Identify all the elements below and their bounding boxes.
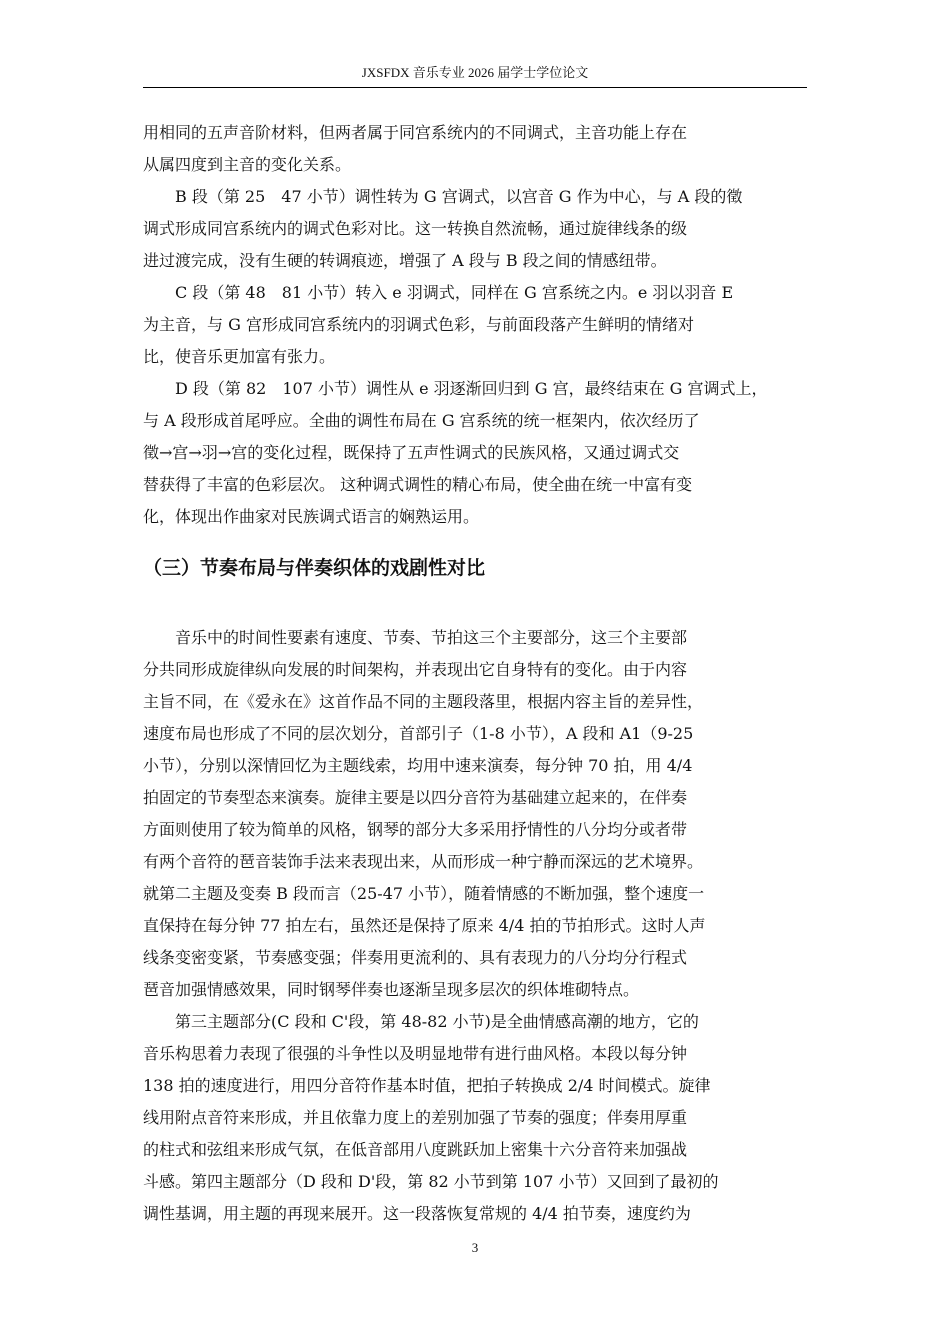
text-line: 调式形成同宫系统内的调式色彩对比。这一转换自然流畅，通过旋律线条的级: [143, 219, 688, 238]
text-line: 琶音加强情感效果，同时钢琴伴奏也逐渐呈现多层次的织体堆砌特点。: [143, 980, 640, 999]
text-line: 徵→宫→羽→宫的变化过程，既保持了五声性调式的民族风格，又通过调式交: [143, 443, 680, 462]
text-line: 小节），分别以深情回忆为主题线索，均用中速来演奏，每分钟 70 拍，用 4/4: [143, 756, 693, 775]
text-line: 方面则使用了较为简单的风格，钢琴的部分大多采用抒情性的八分均分或者带: [143, 820, 688, 839]
text-line: 的柱式和弦组来形成气氛，在低音部用八度跳跃加上密集十六分音符来加强战: [143, 1140, 688, 1159]
text-line: 线条变密变紧，节奏感变强；伴奏用更流利的、具有表现力的八分均分行程式: [143, 948, 688, 967]
text-line: 138 拍的速度进行，用四分音符作基本时值，把拍子转换成 2/4 时间模式。旋律: [143, 1076, 711, 1095]
section-heading: （三）节奏布局与伴奏织体的戏剧性对比: [143, 557, 486, 579]
text-line: 用相同的五声音阶材料，但两者属于同宫系统内的不同调式，主音功能上存在: [143, 123, 688, 142]
text-line: 音乐中的时间性要素有速度、节奏、节拍这三个主要部分，这三个主要部: [143, 628, 688, 647]
text-line: 主旨不同，在《爱永在》这首作品不同的主题段落里，根据内容主旨的差异性，: [143, 692, 704, 711]
text-line: 直保持在每分钟 77 拍左右，虽然还是保持了原来 4/4 拍的节拍形式。这时人声: [143, 916, 706, 935]
body-text-upper: [143, 117, 807, 533]
text-line: 替获得了丰富的色彩层次。 这种调式调性的精心布局，使全曲在统一中富有变: [143, 475, 693, 494]
text-line: 有两个音符的琶音装饰手法来表现出来，从而形成一种宁静而深远的艺术境界。: [143, 852, 704, 871]
text-line: 速度布局也形成了不同的层次划分，首部引子（1-8 小节），A 段和 A1（9-25: [143, 724, 694, 743]
text-line: 与 A 段形成首尾呼应。全曲的调性布局在 G 宫系统的统一框架内，依次经历了: [143, 411, 700, 430]
text-line: 分共同形成旋律纵向发展的时间架构，并表现出它自身特有的变化。由于内容: [143, 660, 688, 679]
text-line: C 段（第 48 81 小节）转入 e 羽调式，同样在 G 宫系统之内。e 羽以羽音 E: [143, 283, 734, 302]
text-line: 比，使音乐更加富有张力。: [143, 347, 336, 366]
text-line: 从属四度到主音的变化关系。: [143, 155, 352, 174]
text-line: 拍固定的节奏型态来演奏。旋律主要是以四分音符为基础建立起来的，在伴奏: [143, 788, 688, 807]
text-line: 斗感。第四主题部分（D 段和 D'段，第 82 小节到第 107 小节）又回到了最初的: [143, 1172, 719, 1191]
text-line: 进过渡完成，没有生硬的转调痕迹，增强了 A 段与 B 段之间的情感纽带。: [143, 251, 667, 270]
page-number: 3: [471, 1240, 479, 1255]
text-line: 为主音，与 G 宫形成同宫系统内的羽调式色彩，与前面段落产生鲜明的情绪对: [143, 315, 694, 334]
body-text-lower: [143, 622, 807, 1230]
text-line: D 段（第 82 107 小节）调性从 e 羽逐渐回归到 G 宫，最终结束在 G 宫调式上，: [143, 379, 768, 398]
page-header: JXSFDX 音乐专业 2026 届学士学位论文: [143, 64, 807, 88]
text-line: 第三主题部分(C 段和 C'段，第 48-82 小节)是全曲情感高潮的地方，它的: [143, 1012, 699, 1031]
text-line: 音乐构思着力表现了很强的斗争性以及明显地带有进行曲风格。本段以每分钟: [143, 1044, 688, 1063]
text-line: 化，体现出作曲家对民族调式语言的娴熟运用。: [143, 507, 480, 526]
text-line: 就第二主题及变奏 B 段而言（25-47 小节），随着情感的不断加强，整个速度一: [143, 884, 705, 903]
text-line: 线用附点音符来形成，并且依靠力度上的差别加强了节奏的强度；伴奏用厚重: [143, 1108, 688, 1127]
text-line: B 段（第 25 47 小节）调性转为 G 宫调式，以宫音 G 作为中心，与 A 段的徵: [143, 187, 743, 206]
text-line: 调性基调，用主题的再现来展开。这一段落恢复常规的 4/4 拍节奏，速度约为: [143, 1204, 691, 1223]
